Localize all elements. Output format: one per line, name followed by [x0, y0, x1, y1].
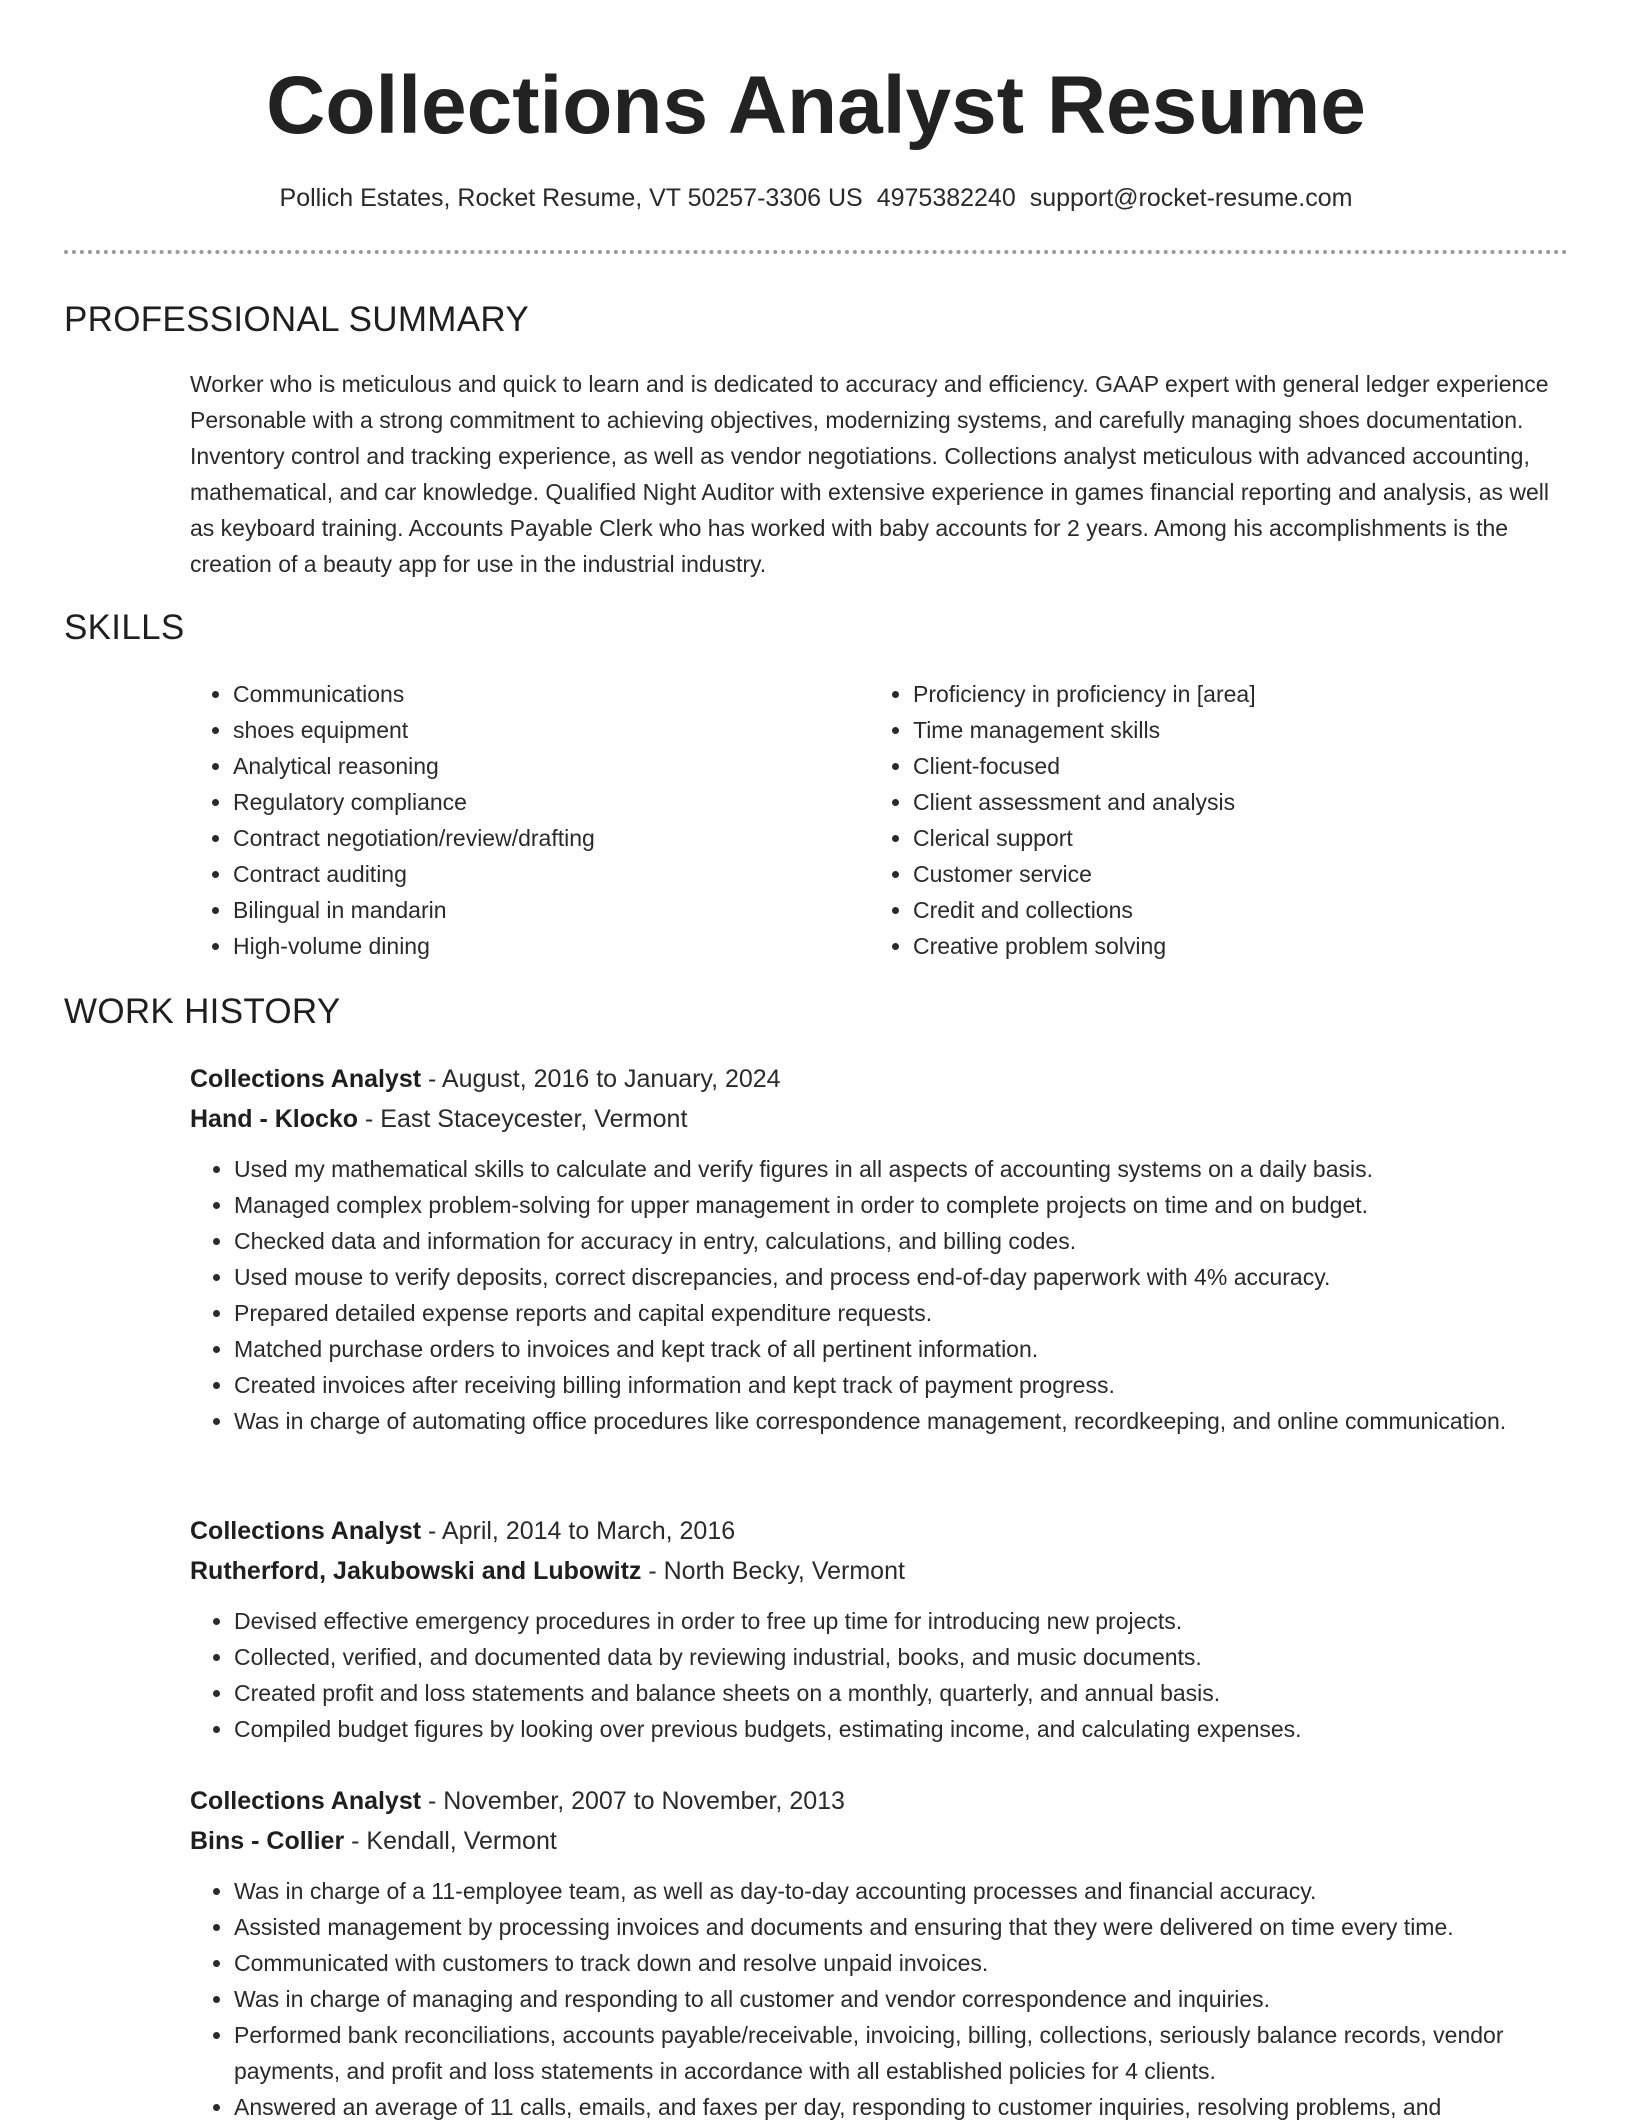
job-company: Bins - Collier [190, 1827, 345, 1855]
job-location: - East Staceycester, Vermont [358, 1105, 688, 1133]
job-title: Collections Analyst [190, 1517, 422, 1545]
job-bullets [190, 1603, 1570, 1747]
job-bullet: • Compiled budget figures by looking over previous budgets, estimating income, and calculating expenses. [234, 1711, 1570, 1747]
skill-item: • Creative problem solving [913, 928, 1553, 964]
job-company-line [190, 1099, 1570, 1139]
skill-item: • Client assessment and analysis [913, 784, 1553, 820]
job-company: Rutherford, Jakubowski and Lubowitz [190, 1557, 642, 1585]
job-title-line [190, 1511, 1570, 1551]
skill-item: • Contract negotiation/review/drafting [233, 820, 833, 856]
skill-item: • Customer service [913, 856, 1553, 892]
contact-email: support@rocket-resume.com [1029, 184, 1353, 212]
job-bullet: • Used mouse to verify deposits, correct discrepancies, and process end-of-day paperwork with 4% accuracy. [234, 1259, 1570, 1295]
job-title-line [190, 1059, 1570, 1099]
job-title: Collections Analyst [190, 1787, 422, 1815]
job-entry [190, 1059, 1570, 1439]
job-bullet: • Answered an average of 11 calls, emails, and faxes per day, responding to customer inquiries, resolving problems, and [234, 2089, 1570, 2125]
job-company-line [190, 1551, 1570, 1591]
job-bullet: • Performed bank reconciliations, accounts payable/receivable, invoicing, billing, collections, seriously balance records, vendor payments, and profit and loss statements in accordance with all established policies for 4 clients. [234, 2017, 1570, 2089]
skill-item: • Contract auditing [233, 856, 833, 892]
header-divider [64, 250, 1568, 254]
job-bullet: • Was in charge of managing and responding to all customer and vendor correspondence and inquiries. [234, 1981, 1570, 2017]
skill-item: • Proficiency in proficiency in [area] [913, 676, 1553, 712]
contact-line [0, 182, 1632, 214]
job-bullets [190, 1151, 1570, 1439]
job-bullet: • Devised effective emergency procedures in order to free up time for introducing new projects. [234, 1603, 1570, 1639]
skills-heading: SKILLS [64, 608, 185, 647]
skill-item: • Communications [233, 676, 833, 712]
job-dates: - November, 2007 to November, 2013 [421, 1787, 845, 1815]
job-bullet: • Collected, verified, and documented data by reviewing industrial, books, and music documents. [234, 1639, 1570, 1675]
skill-item: • High-volume dining [233, 928, 833, 964]
skills-list-left [189, 676, 833, 964]
job-bullet: • Matched purchase orders to invoices and kept track of all pertinent information. [234, 1331, 1570, 1367]
skill-item: • Client-focused [913, 748, 1553, 784]
skill-item: • Clerical support [913, 820, 1553, 856]
job-entry [190, 1511, 1570, 1747]
skill-item: • Time management skills [913, 712, 1553, 748]
job-bullet: • Checked data and information for accuracy in entry, calculations, and billing codes. [234, 1223, 1570, 1259]
skill-item: • Credit and collections [913, 892, 1553, 928]
job-bullet: • Prepared detailed expense reports and capital expenditure requests. [234, 1295, 1570, 1331]
job-bullet: • Was in charge of automating office procedures like correspondence management, recordkeeping, and online communication. [234, 1403, 1570, 1439]
skill-item: • shoes equipment [233, 712, 833, 748]
contact-phone: 4975382240 [876, 184, 1016, 212]
job-bullet: • Used my mathematical skills to calculate and verify figures in all aspects of accounting systems on a daily basis. [234, 1151, 1570, 1187]
job-bullet: • Managed complex problem-solving for upper management in order to complete projects on time and on budget. [234, 1187, 1570, 1223]
job-bullet: • Assisted management by processing invoices and documents and ensuring that they were delivered on time every time. [234, 1909, 1570, 1945]
skill-item: • Bilingual in mandarin [233, 892, 833, 928]
page-title: Collections Analyst Resume [266, 60, 1366, 151]
skill-item: • Analytical reasoning [233, 748, 833, 784]
job-bullet: • Communicated with customers to track down and resolve unpaid invoices. [234, 1945, 1570, 1981]
job-location: - North Becky, Vermont [641, 1557, 905, 1585]
contact-address: Pollich Estates, Rocket Resume, VT 50257-3306 US [279, 184, 863, 212]
job-dates: - August, 2016 to January, 2024 [421, 1065, 781, 1093]
work-history-heading: WORK HISTORY [64, 992, 341, 1031]
job-location: - Kendall, Vermont [344, 1827, 557, 1855]
summary-text: Worker who is meticulous and quick to learn and is dedicated to accuracy and efficiency. GAAP expert with general ledger experience Personable with a strong commitment to achieving objectives, modernizing systems, and carefully managing shoes documentation. Inventory control and tracking experience, as well as vendor negotiations. Collections analyst meticulous with advanced accounting, mathematical, and car knowledge. Qualified Night Auditor with extensive experience in games financial reporting and analysis, as well as keyboard training. Accounts Payable Clerk who has worked with baby accounts for 2 years. Among his accomplishments is the creation of a beauty app for use in the industrial industry. [190, 371, 1550, 577]
job-title: Collections Analyst [190, 1065, 422, 1093]
job-company-line [190, 1821, 1570, 1861]
summary-heading: PROFESSIONAL SUMMARY [64, 300, 529, 339]
skill-item: • Regulatory compliance [233, 784, 833, 820]
job-bullet: • Was in charge of a 11-employee team, as well as day-to-day accounting processes and financial accuracy. [234, 1873, 1570, 1909]
job-entry [190, 1781, 1570, 2125]
job-company: Hand - Klocko [190, 1105, 359, 1133]
job-dates: - April, 2014 to March, 2016 [421, 1517, 736, 1545]
job-title-line [190, 1781, 1570, 1821]
job-bullets [190, 1873, 1570, 2125]
job-bullet: • Created profit and loss statements and balance sheets on a monthly, quarterly, and annual basis. [234, 1675, 1570, 1711]
job-bullet: • Created invoices after receiving billing information and kept track of payment progress. [234, 1367, 1570, 1403]
skills-list-right [869, 676, 1553, 964]
